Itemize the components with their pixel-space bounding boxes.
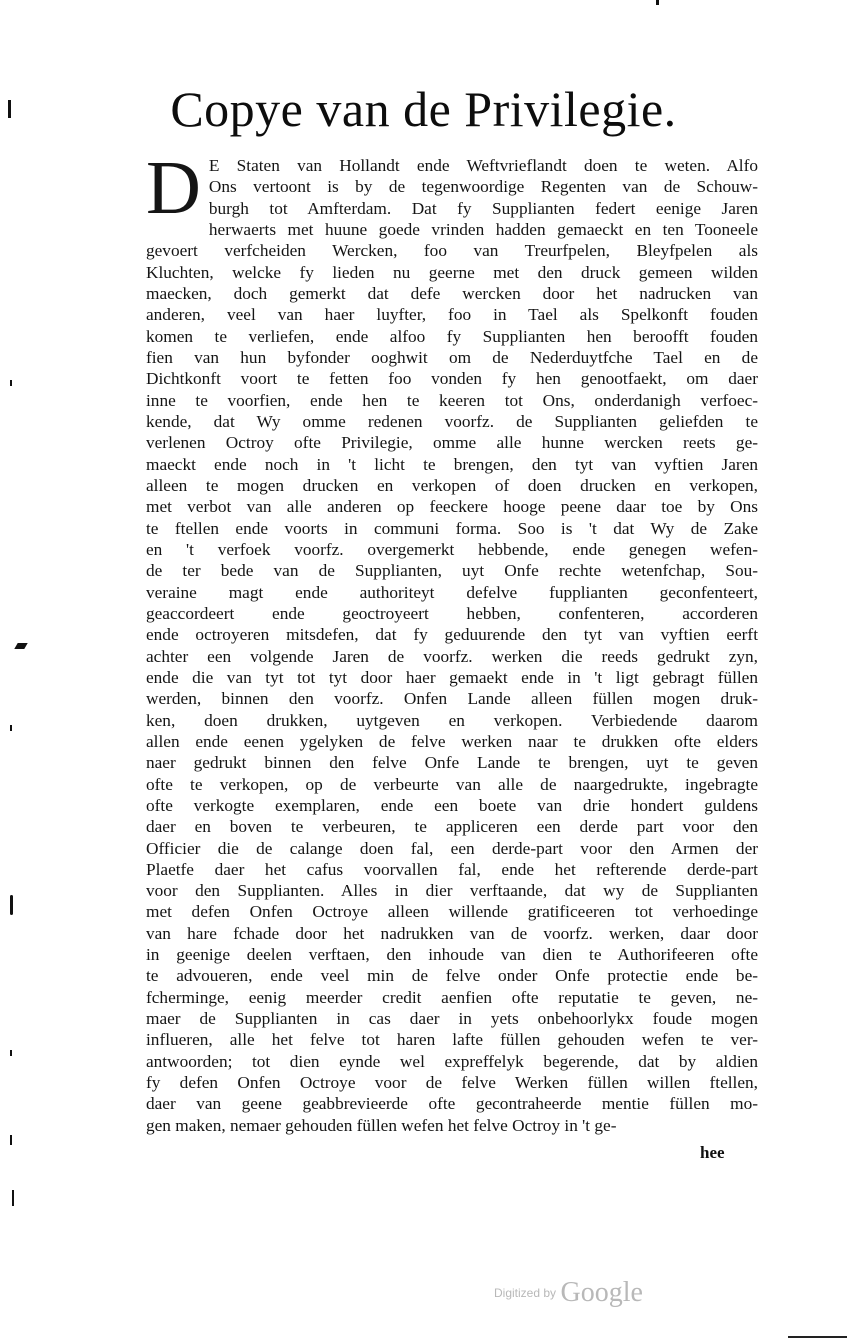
text-line: te advoueren, ende veel min de felve onder Onfe protectie ende be- xyxy=(146,966,758,986)
text-line: Plaetfe daer het cafus voorvallen fal, ende het refterende derde-part xyxy=(146,859,758,879)
text-line: geaccordeert ende geoctroyeert hebben, confenteren, accorderen xyxy=(146,603,758,623)
text-line: komen te verliefen, ende alfoo fy Supplianten hen beroofft fouden xyxy=(146,326,758,346)
margin-mark xyxy=(10,1135,12,1145)
margin-mark xyxy=(10,725,12,731)
text-line: allen ende eenen ygelyken de felve werken naar te drukken ofte elders xyxy=(146,731,758,751)
watermark xyxy=(494,1277,643,1309)
text-line: van hare fchade door het nadrukken van de voorfz. werken, daar door xyxy=(146,923,758,943)
text-line: werden, binnen den voorfz. Onfen Lande alleen füllen mogen druk- xyxy=(146,689,758,709)
margin-mark xyxy=(12,1190,14,1206)
catchword: hee xyxy=(700,1143,725,1162)
margin-mark xyxy=(14,643,27,649)
edge-rule xyxy=(788,1336,847,1338)
text-line: burgh tot Amfterdam. Dat fy Supplianten federt eenige Jaren xyxy=(208,198,758,218)
text-line: anderen, veel van haer luyfter, foo in Tael als Spelkonft fouden xyxy=(146,305,758,325)
text-line: gen maken, nemaer gehouden füllen wefen het felve Octroy in 't ge- xyxy=(146,1115,617,1135)
text-line: en 't verfoek voorfz. overgemerkt hebbende, ende genegen wefen- xyxy=(146,539,758,559)
text-line: influeren, alle het felve tot haren lafte füllen gehouden wefen te ver- xyxy=(146,1030,758,1050)
text-line: verlenen Octroy ofte Privilegie, omme alle hunne wercken reets ge- xyxy=(146,433,758,453)
text-line: in geenige deelen verftaen, den inhoude van dien te Authorifeeren ofte xyxy=(146,945,758,965)
text-line: veraine magt ende authoriteyt defelve fupplianten geconfenteert, xyxy=(146,582,758,602)
text-line: Kluchten, welcke fy lieden nu geerne met den druck gemeen wilden xyxy=(146,262,758,282)
text-line: ende die van tyt tot tyt door haer gemaekt ende in 't ligt gebragt füllen xyxy=(146,667,758,687)
text-line: inne te voorfien, ende hen te keeren tot Ons, onderdanigh verfoec- xyxy=(146,390,758,410)
text-line: ken, doen drukken, uytgeven en verkopen. Verbiedende daarom xyxy=(146,710,758,730)
text-line: ende octroyeren mitsdefen, dat fy geduurende den tyt van vyftien eerft xyxy=(146,625,758,645)
privilege-text xyxy=(146,146,758,1136)
text-line: alleen te mogen drucken en verkopen of doen drucken en verkopen, xyxy=(146,475,758,495)
text-line: daer van geene geabbrevieerde ofte gecontraheerde mentie füllen mo- xyxy=(146,1094,758,1114)
text-line: fien van hun byfonder ooghwit om de Nederduytfche Tael en de xyxy=(146,347,758,367)
watermark-prefix: Digitized by xyxy=(494,1286,557,1300)
text-line: naer gedrukt binnen den felve Onfe Lande te brengen, uyt te geven xyxy=(146,753,758,773)
text-line: maeckt ende noch in 't licht te brengen, den tyt van vyftien Jaren xyxy=(146,454,758,474)
text-line: daer en boven te verbeuren, te appliceren een derde part voor den xyxy=(146,817,758,837)
text-line: herwaerts met huune goede vrinden hadden gemaeckt en ten Tooneele xyxy=(208,219,758,239)
text-line: maer de Supplianten in cas daer in yets onbehoorlykx foude mogen xyxy=(146,1009,758,1029)
text-line: ofte te verkopen, op de verbeurte van alle de naargedrukte, ingebragte xyxy=(146,774,758,794)
margin-mark xyxy=(10,380,12,386)
text-line: kende, dat Wy omme redenen voorfz. de Supplianten geliefden te xyxy=(146,411,758,431)
text-line: E Staten van Hollandt ende Weftvrieflandt doen te weten. Alfo xyxy=(208,156,758,175)
text-line: voor den Supplianten. Alles in dier verftaande, dat wy de Supplianten xyxy=(146,881,758,901)
margin-mark xyxy=(656,0,659,5)
margin-mark xyxy=(10,1050,12,1056)
drop-cap: D xyxy=(146,146,201,230)
text-line: te ftellen ende voorts in communi forma. Soo is 't dat Wy de Zake xyxy=(146,518,758,538)
google-logo: Google xyxy=(560,1277,643,1308)
margin-mark xyxy=(8,100,11,118)
text-line: fchermingе, eenig meerder credit aenfien ofte reputatie te geven, ne- xyxy=(146,987,758,1007)
text-line: Officier die de calange doen fal, een derde-part voor den Armen der xyxy=(146,838,758,858)
text-line: met verbot van alle anderen op feeckere hooge peene daar toe by Ons xyxy=(146,497,758,517)
text-line: fy defen Onfen Octroye voor de felve Werken füllen willen ftellen, xyxy=(146,1073,758,1093)
text-line: Dichtkonft voort te fetten foo vonden fy hen genootfaekt, om daer xyxy=(146,369,758,389)
text-line: Ons vertoont is by de tegenwoordige Regenten van de Schouw- xyxy=(208,177,758,197)
text-line: antwoorden; tot dien eynde wel expreffelyk begerende, dat by aldien xyxy=(146,1051,758,1071)
text-line: achter een volgende Jaren de voorfz. werken die reeds gedrukt zyn, xyxy=(146,646,758,666)
margin-mark xyxy=(10,895,13,915)
text-line: de ter bede van de Supplianten, uyt Onfe rechte wetenfchap, Sou- xyxy=(146,561,758,581)
page-title: Copye van de Privilegie. xyxy=(170,81,677,137)
text-line: ofte verkogte exemplaren, ende een boete van drie hondert guldens xyxy=(146,795,758,815)
text-line: gevoert verfcheiden Wercken, foo van Treurfpelen, Bleyfpelen als xyxy=(146,241,758,261)
text-line: maecken, doch gemerkt dat defe wercken door het nadrucken van xyxy=(146,283,758,303)
text-line: met defen Onfen Octroye alleen willende gratificeeren tot verhoedinge xyxy=(146,902,758,922)
